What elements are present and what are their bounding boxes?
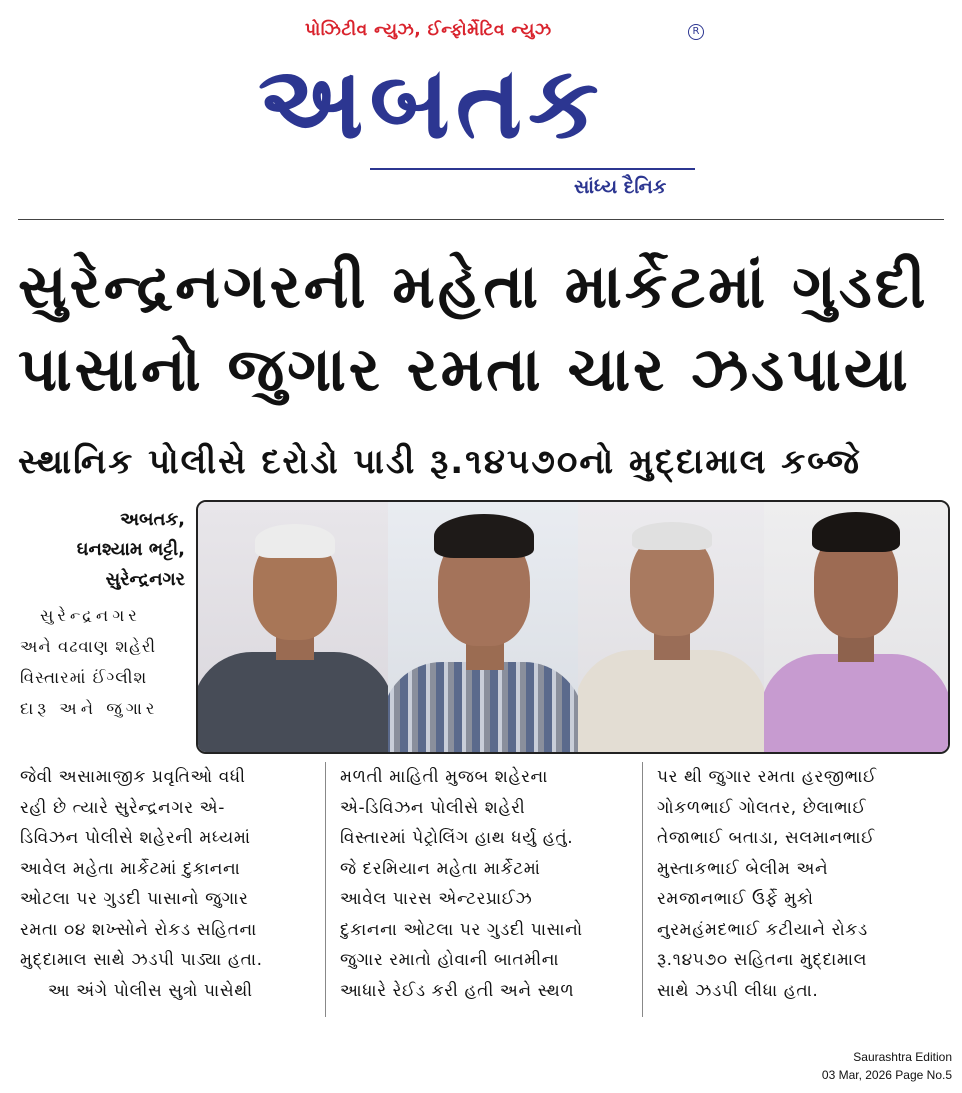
- column-line: ડિવિઝન પોલીસે શહેરની મધ્યમાં: [20, 828, 251, 848]
- column-line: તેજાભાઈ બતાડા, સલમાનભાઈ: [657, 828, 875, 848]
- byline-reporter: ઘનશ્યામ ભટ્ટી,: [76, 539, 185, 560]
- logo-underline: [370, 168, 695, 170]
- column-line: જુગાર રમાતો હોવાની બાતમીના: [340, 950, 560, 970]
- column-line: રહી છે ત્યારે સુરેન્દ્રનગર એ-: [20, 797, 225, 818]
- column-line: નુરમહંમદભાઈ કટીયાને રોકડ: [657, 919, 868, 940]
- subheadline: સ્થાનિક પોલીસે દરોડો પાડી રૂ.૧૪૫૭૦નો મુદ્દામાલ કબ્જે: [18, 442, 861, 482]
- accused-photo-2: [388, 502, 578, 752]
- column-line: આવેલ પારસ એન્ટરપ્રાઈઝ: [340, 889, 533, 909]
- registered-mark-icon: R: [688, 24, 704, 40]
- column-line: મુદ્દામાલ સાથે ઝડપી પાડ્યા હતા.: [20, 950, 263, 970]
- accused-photo-4: [764, 502, 948, 752]
- column-line: આવેલ મહેતા માર્કેટમાં દુકાનના: [20, 858, 241, 879]
- byline: [20, 505, 185, 595]
- article-column-2: [340, 762, 635, 1006]
- masthead-tagline: પોઝિટીવ ન્યુઝ, ઈન્ફોર્મેટિવ ન્યુઝ: [305, 20, 552, 40]
- divider: [18, 219, 944, 220]
- byline-location: સુરેન્દ્રનગર: [105, 569, 185, 590]
- column-line: આધારે રેઈડ કરી હતી અને સ્થળ: [340, 980, 575, 1001]
- byline-publication: અબતક,: [120, 509, 185, 530]
- column-line: વિસ્તારમાં પેટ્રોલિંગ હાથ ધર્યુ હતું.: [340, 828, 574, 848]
- masthead: [0, 0, 962, 215]
- column-line: જે દરમિયાન મહેતા માર્કેટમાં: [340, 858, 541, 879]
- accused-photo-1: [198, 502, 388, 752]
- masthead-subtitle: સાંધ્ય દૈનિક: [574, 176, 667, 198]
- column-line: આ અંગે પોલીસ સુત્રો પાસેથી: [48, 980, 253, 1001]
- accused-photo-3: [578, 502, 764, 752]
- column-line: રૂ.૧૪૫૭૦ સહિતના મુદ્દામાલ: [657, 950, 868, 970]
- column-line: જેવી અસામાજીક પ્રવૃતિઓ વધી: [20, 767, 246, 787]
- edition-footer: [822, 1048, 952, 1084]
- column-line: રમતા ૦૪ શખ્સોને રોકડ સહિતના: [20, 919, 257, 940]
- article-lead: [20, 600, 185, 724]
- headline-line-2: પાસાનો જુગાર રમતા ચાર ઝડપાયા: [18, 335, 911, 405]
- column-line: પર થી જુગાર રમતા હરજીભાઈ: [657, 767, 877, 787]
- lead-line: અને વઢવાણ શહેરી: [20, 637, 157, 656]
- column-divider: [642, 762, 643, 1017]
- column-line: દુકાનના ઓટલા પર ગુડદી પાસાનો: [340, 919, 583, 940]
- edition-name: Saurashtra Edition: [853, 1050, 952, 1064]
- edition-date-page: 03 Mar, 2026 Page No.5: [821, 1068, 952, 1082]
- column-line: રમજાનભાઈ ઉર્ફે મુકો: [657, 889, 814, 909]
- column-divider: [325, 762, 326, 1017]
- lead-line: સુરેન્દ્રનગર: [40, 606, 141, 625]
- accused-photo-strip: [196, 500, 950, 754]
- column-line: ઓટલા પર ગુડદી પાસાનો જુગાર: [20, 889, 249, 909]
- column-line: એ-ડિવિઝન પોલીસે શહેરી: [340, 797, 526, 818]
- article-column-1: [20, 762, 315, 1006]
- headline-line-1: સુરેન્દ્રનગરની મહેતા માર્કેટમાં ગુડદી: [18, 252, 929, 322]
- column-line: સાથે ઝડપી લીધા હતા.: [657, 980, 819, 1001]
- column-line: મુસ્તાકભાઈ બેલીમ અને: [657, 858, 829, 879]
- lead-line: દારૂ અને જુગાર: [20, 699, 159, 718]
- column-line: ગોકળભાઈ ગોલતર, છેલાભાઈ: [657, 797, 867, 818]
- lead-line: વિસ્તારમાં ઈંગ્લીશ: [20, 668, 148, 687]
- article-column-3: [657, 762, 952, 1006]
- newspaper-logo: અબતક: [258, 44, 605, 161]
- column-line: મળતી માહિતી મુજબ શહેરના: [340, 767, 548, 787]
